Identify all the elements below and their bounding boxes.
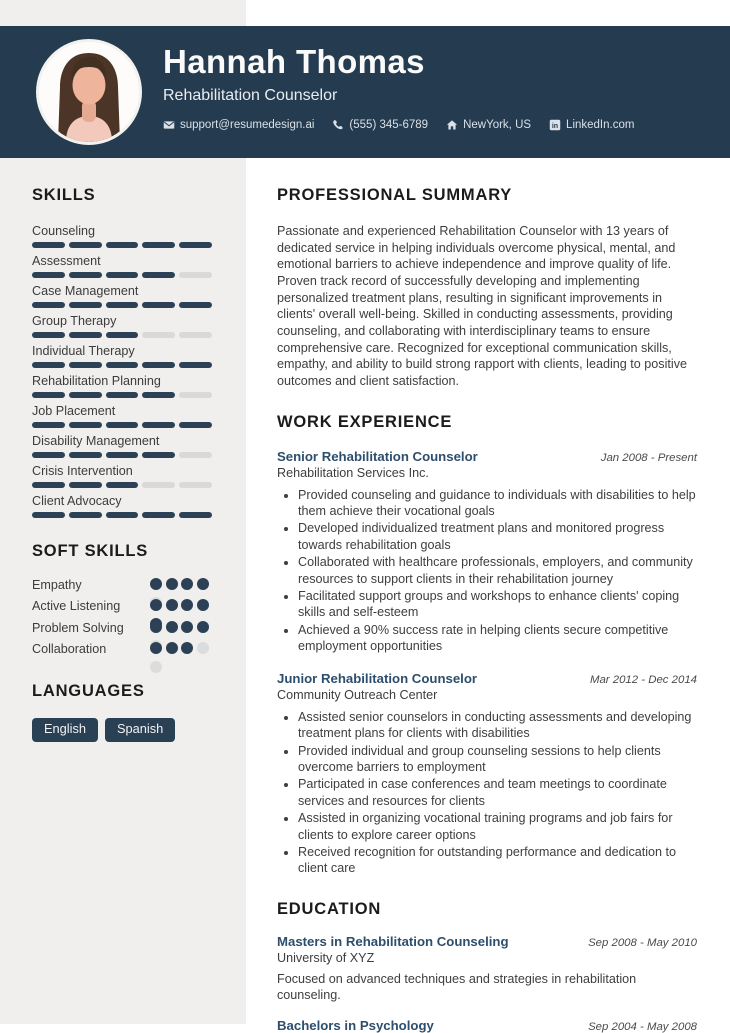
experience-heading: WORK EXPERIENCE xyxy=(277,412,453,431)
skill-level-bar xyxy=(32,422,212,428)
job-header-row xyxy=(277,449,697,464)
soft-skill-item xyxy=(32,642,212,656)
bar-segment xyxy=(69,332,102,338)
education-school: University of XYZ xyxy=(277,950,375,965)
skill-name: Individual Therapy xyxy=(32,343,135,358)
soft-skill-name: Problem Solving xyxy=(32,620,124,635)
bar-segment xyxy=(106,362,139,368)
bar-segment xyxy=(32,482,65,488)
skill-item xyxy=(32,374,212,398)
bar-segment xyxy=(106,392,139,398)
level-dot xyxy=(150,621,162,633)
level-dot xyxy=(166,642,178,654)
soft-skill-level-dots xyxy=(150,621,212,633)
level-dot xyxy=(150,661,162,673)
level-dot xyxy=(181,642,193,654)
bar-segment xyxy=(142,422,175,428)
bar-segment xyxy=(106,482,139,488)
skill-level-bar xyxy=(32,392,212,398)
skill-name: Counseling xyxy=(32,223,96,238)
soft-skill-item xyxy=(32,621,212,635)
bar-segment xyxy=(69,512,102,518)
sidebar xyxy=(32,186,212,742)
bar-segment xyxy=(106,272,139,278)
bar-segment xyxy=(69,422,102,428)
bar-segment xyxy=(142,332,175,338)
summary-heading: PROFESSIONAL SUMMARY xyxy=(277,186,513,204)
linkedin-icon xyxy=(549,119,561,131)
education-entry xyxy=(277,934,697,1004)
skill-item xyxy=(32,284,212,308)
skill-item xyxy=(32,254,212,278)
bar-segment xyxy=(69,452,102,458)
bar-segment xyxy=(106,512,139,518)
contact-location xyxy=(446,119,531,131)
bar-segment xyxy=(179,452,212,458)
language-pill: Spanish xyxy=(105,718,175,742)
bar-segment xyxy=(32,332,65,338)
soft-skill-name: Collaboration xyxy=(32,642,107,657)
job-bullet: • Participated in case conferences and team meetings to coordinate services and resources for clients xyxy=(298,776,697,809)
contact-linkedin xyxy=(549,119,634,131)
job-bullet-list xyxy=(277,709,697,877)
job-bullet: • Collaborated with healthcare professionals, employers, and community resources to support clients in their rehabilitation journey xyxy=(298,554,697,587)
education-header-row xyxy=(277,934,697,949)
language-pill: English xyxy=(32,718,98,742)
level-dot xyxy=(181,599,193,611)
job-bullet: • Provided individual and group counseling sessions to help clients overcome barriers to employment xyxy=(298,743,697,776)
level-dot xyxy=(197,578,209,590)
job-title: Senior Rehabilitation Counselor xyxy=(277,448,478,464)
phone-icon xyxy=(332,119,344,131)
education-dates: Sep 2004 - May 2008 xyxy=(588,1020,697,1033)
skill-name: Rehabilitation Planning xyxy=(32,373,161,388)
contact-phone xyxy=(332,119,428,131)
bar-segment xyxy=(142,362,175,368)
avatar-illustration xyxy=(39,42,139,142)
main-column xyxy=(277,186,697,1033)
bar-segment xyxy=(142,392,175,398)
job-bullet: • Provided counseling and guidance to individuals with disabilities to help them achieve their vocational goals xyxy=(298,487,697,520)
bar-segment xyxy=(142,302,175,308)
bar-segment xyxy=(32,302,65,308)
skill-item xyxy=(32,344,212,368)
level-dot xyxy=(197,599,209,611)
skill-level-bar xyxy=(32,302,212,308)
level-dot xyxy=(166,599,178,611)
level-dot xyxy=(166,621,178,633)
skill-name: Client Advocacy xyxy=(32,493,122,508)
education-degree: Bachelors in Psychology xyxy=(277,1017,434,1033)
soft-skills-heading: SOFT SKILLS xyxy=(32,541,149,560)
bar-segment xyxy=(142,242,175,248)
skill-name: Disability Management xyxy=(32,433,160,448)
bar-segment xyxy=(106,452,139,458)
bar-segment xyxy=(32,242,65,248)
job-bullet: • Achieved a 90% success rate in helping clients secure competitive employment opportunities xyxy=(298,622,697,655)
bar-segment xyxy=(69,392,102,398)
job-bullet: • Facilitated support groups and workshops to enhance clients' coping skills and self-esteem xyxy=(298,588,697,621)
job-entry xyxy=(277,671,697,877)
soft-skill-level-dots xyxy=(150,642,212,654)
job-company: Community Outreach Center xyxy=(277,687,438,702)
soft-skill-level-dots xyxy=(150,578,212,590)
soft-skill-item xyxy=(32,599,212,613)
skill-name: Assessment xyxy=(32,253,101,268)
email-icon xyxy=(163,119,175,131)
job-dates: Jan 2008 - Present xyxy=(600,451,697,464)
job-bullet-list xyxy=(277,487,697,655)
level-dot xyxy=(181,578,193,590)
candidate-name: Hannah Thomas xyxy=(163,43,425,80)
skill-item xyxy=(32,494,212,518)
skill-item xyxy=(32,404,212,428)
bar-segment xyxy=(69,482,102,488)
skill-item xyxy=(32,314,212,338)
summary-paragraph: Passionate and experienced Rehabilitation Counselor with 13 years of dedicated service in helping individuals overcome physical, mental, and emotional barriers to achieve independence and improve quality of life. Proven track record of successfully developing and implementing personalized treatment plans, resulting in significant improvements in clients' overall well-being. Skilled in conducting assessments, providing counseling, and collaborating with interdisciplinary teams to ensure comprehensive care. Recognized for exceptional communication skills, empathy, and ability to build strong rapport with clients, leading to positive outcomes and client satisfaction. xyxy=(277,223,687,389)
job-company: Rehabilitation Services Inc. xyxy=(277,465,429,480)
contact-linkedin-text: LinkedIn.com xyxy=(566,118,635,131)
skill-item xyxy=(32,434,212,458)
bar-segment xyxy=(179,302,212,308)
bar-segment xyxy=(142,482,175,488)
skill-level-bar xyxy=(32,482,212,488)
bar-segment xyxy=(106,422,139,428)
soft-skill-name: Active Listening xyxy=(32,599,121,614)
skills-heading: SKILLS xyxy=(32,186,96,204)
skill-name: Group Therapy xyxy=(32,313,117,328)
level-dot xyxy=(181,621,193,633)
contact-phone-text: (555) 345-6789 xyxy=(349,118,429,131)
education-heading: EDUCATION xyxy=(277,899,382,918)
education-dates: Sep 2008 - May 2010 xyxy=(588,936,697,949)
education-header-row xyxy=(277,1018,697,1033)
languages-heading: LANGUAGES xyxy=(32,682,145,701)
job-bullet: • Received recognition for outstanding performance and dedication to client care xyxy=(298,844,697,877)
contact-email-text: support@resumedesign.ai xyxy=(180,118,315,131)
profile-photo xyxy=(36,39,142,145)
level-dot xyxy=(197,621,209,633)
job-dates: Mar 2012 - Dec 2014 xyxy=(589,673,697,686)
level-dot xyxy=(150,578,162,590)
bar-segment xyxy=(179,362,212,368)
skills-list xyxy=(32,224,212,518)
bar-segment xyxy=(32,512,65,518)
bar-segment xyxy=(142,512,175,518)
bar-segment xyxy=(32,422,65,428)
svg-text:in: in xyxy=(551,121,559,130)
education-entry xyxy=(277,1018,697,1033)
bar-segment xyxy=(32,272,65,278)
job-bullet: • Developed individualized treatment plans and monitored progress towards rehabilitation goals xyxy=(298,520,697,553)
job-bullet: • Assisted in organizing vocational training programs and job fairs for clients to explore career options xyxy=(298,810,697,843)
contact-row xyxy=(163,119,710,131)
bar-segment xyxy=(106,242,139,248)
bar-segment xyxy=(179,392,212,398)
level-dot xyxy=(150,599,162,611)
languages-list xyxy=(32,718,212,742)
soft-skill-name: Empathy xyxy=(32,577,82,592)
skill-level-bar xyxy=(32,362,212,368)
skill-item xyxy=(32,464,212,488)
skill-name: Case Management xyxy=(32,283,139,298)
header-band xyxy=(0,26,730,158)
bar-segment xyxy=(179,272,212,278)
level-dot xyxy=(150,642,162,654)
bar-segment xyxy=(179,512,212,518)
bar-segment xyxy=(69,242,102,248)
bar-segment xyxy=(179,482,212,488)
bar-segment xyxy=(69,302,102,308)
skill-name: Crisis Intervention xyxy=(32,463,133,478)
level-dot xyxy=(166,578,178,590)
education-description: Focused on advanced techniques and strategies in rehabilitation counseling. xyxy=(277,971,637,1003)
skill-level-bar xyxy=(32,272,212,278)
bar-segment xyxy=(179,242,212,248)
skill-level-bar xyxy=(32,332,212,338)
soft-skill-item xyxy=(32,578,212,592)
job-title: Junior Rehabilitation Counselor xyxy=(277,670,478,686)
skill-level-bar xyxy=(32,242,212,248)
bar-segment xyxy=(179,422,212,428)
identity-block xyxy=(163,45,710,131)
job-bullet: • Assisted senior counselors in conducting assessments and developing treatment plans for clients with disabilities xyxy=(298,709,697,742)
job-entry xyxy=(277,449,697,655)
bar-segment xyxy=(32,362,65,368)
soft-skill-level-dots xyxy=(150,599,212,611)
bar-segment xyxy=(106,332,139,338)
bar-segment xyxy=(142,272,175,278)
contact-email xyxy=(163,119,314,131)
level-dot xyxy=(197,642,209,654)
job-header-row xyxy=(277,671,697,686)
soft-skills-list xyxy=(32,578,212,657)
education-degree: Masters in Rehabilitation Counseling xyxy=(277,933,509,949)
bar-segment xyxy=(69,272,102,278)
home-icon xyxy=(446,119,458,131)
bar-segment xyxy=(142,452,175,458)
candidate-job-title: Rehabilitation Counselor xyxy=(163,86,338,104)
bar-segment xyxy=(179,332,212,338)
skill-level-bar xyxy=(32,452,212,458)
bar-segment xyxy=(106,302,139,308)
skill-item xyxy=(32,224,212,248)
skill-name: Job Placement xyxy=(32,403,116,418)
contact-location-text: NewYork, US xyxy=(463,118,532,131)
bar-segment xyxy=(69,362,102,368)
bar-segment xyxy=(32,452,65,458)
skill-level-bar xyxy=(32,512,212,518)
bar-segment xyxy=(32,392,65,398)
